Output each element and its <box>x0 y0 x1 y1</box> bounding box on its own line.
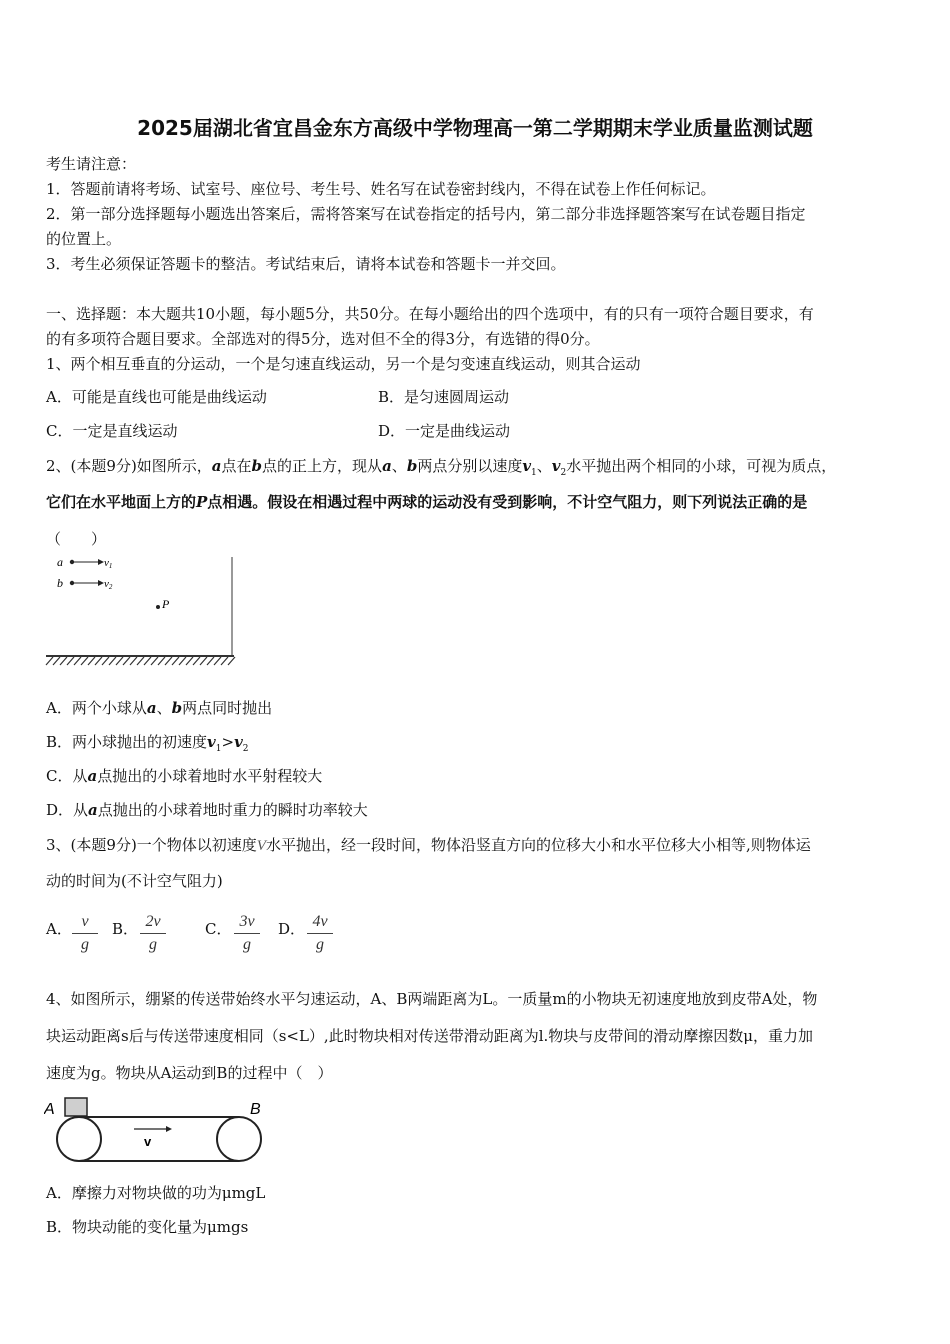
label-b: b <box>57 576 63 590</box>
q4-stem-line1: 4、如图所示，绷紧的传送带始终水平匀速运动，A、B两端距离为L。一质量m的小物块无初速度地放到皮带A处，物 <box>46 990 818 1008</box>
q3-option-d-fraction: 4v g <box>305 913 335 954</box>
q1-option-c: C．一定是直线运动 <box>46 422 178 440</box>
q2-projectile-figure <box>44 555 239 675</box>
label-p: P <box>162 597 170 611</box>
right-roller <box>217 1117 261 1161</box>
block-m <box>65 1098 87 1116</box>
q3-option-b-label: B． <box>112 920 139 938</box>
q1-option-d: D．一定是曲线运动 <box>378 422 511 440</box>
q3-option-c-label: C． <box>205 920 232 938</box>
left-roller <box>57 1117 101 1161</box>
q2-stem-line2: 它们在水平地面上方的P点相遇。假设在相遇过程中两球的运动没有受到影响，不计空气阻力，则下列说法正确的是 <box>46 493 808 511</box>
q4-stem-line3: 速度为g。物块从A运动到B的过程中（ ） <box>46 1064 333 1082</box>
q2-option-a: A．两个小球从a、b两点同时抛出 <box>46 699 273 717</box>
point-a <box>70 560 74 564</box>
q3-stem-line1: 3、(本题9分)一个物体以初速度V水平抛出，经一段时间，物体沿竖直方向的位移大小和水平位移大小相等,则物体运 <box>46 836 811 854</box>
label-v: v <box>144 1134 152 1149</box>
q1-stem: 1、两个相互垂直的分运动，一个是匀速直线运动，另一个是匀变速直线运动，则其合运动 <box>46 355 641 373</box>
label-v2: v2 <box>104 578 113 591</box>
q4-option-b: B．物块动能的变化量为μmgs <box>46 1218 249 1236</box>
q4-stem-line2: 块运动距离s后与传送带速度相同（s<L）,此时物块相对传送带滑动距离为l.物块与皮带间的滑动摩擦因数μ，重力加 <box>46 1027 814 1045</box>
q3-stem-line2: 动的时间为(不计空气阻力) <box>46 872 223 890</box>
notice-item-1: 1．答题前请将考场、试室号、座位号、考生号、姓名写在试卷密封线内，不得在试卷上作任何标记。 <box>46 180 716 198</box>
label-a: a <box>57 555 63 569</box>
q2-option-b: B．两小球抛出的初速度$v_1>v_2$ <box>46 733 249 754</box>
q2-option-c: C．从a点抛出的小球着地时水平射程较大 <box>46 767 323 785</box>
velocity-arrow-head <box>166 1126 172 1132</box>
label-A: A <box>44 1101 55 1118</box>
page-title: 2025届湖北省宜昌金东方高级中学物理高一第二学期期末学业质量监测试题 <box>137 116 813 140</box>
label-B: B <box>250 1101 261 1118</box>
q3-option-a-label: A． <box>46 920 72 938</box>
q2-option-d: D．从a点抛出的小球着地时重力的瞬时功率较大 <box>46 801 368 819</box>
q3-option-d-label: D． <box>278 920 306 938</box>
notice-item-3: 3．考生必须保证答题卡的整洁。考试结束后，请将本试卷和答题卡一并交回。 <box>46 255 566 273</box>
section-intro-1: 一、选择题：本大题共10小题，每小题5分，共50分。在每小题给出的四个选项中，有的只有一项符合题目要求，有 <box>46 305 814 323</box>
notice-item-2-cont: 的位置上。 <box>46 230 122 248</box>
q2-stem-line1: 2、(本题9分)如图所示，a点在b点的正上方，现从a、b两点分别以速度$v_1$、$v_2$水平抛出两个相同的小球，可视为质点， <box>46 457 837 478</box>
point-p <box>156 605 160 609</box>
q3-option-c-fraction: 3v g <box>232 913 262 954</box>
point-b <box>70 581 74 585</box>
ground-hatch <box>46 657 235 665</box>
q2-answer-blank: （ ） <box>46 530 107 548</box>
notice-heading: 考生请注意： <box>46 155 137 173</box>
q1-option-a: A．可能是直线也可能是曲线运动 <box>46 388 267 406</box>
q1-option-b: B．是匀速圆周运动 <box>378 388 510 406</box>
notice-item-2: 2．第一部分选择题每小题选出答案后，需将答案写在试卷指定的括号内，第二部分非选择题答案写在试卷题目指定 <box>46 205 806 223</box>
q3-option-b-fraction: 2v g <box>138 913 168 954</box>
q3-option-a-fraction: v g <box>70 913 100 954</box>
section-intro-2: 的有多项符合题目要求。全部选对的得5分，选对但不全的得3分，有选错的得0分。 <box>46 330 600 348</box>
label-v1: v1 <box>104 557 113 570</box>
q4-conveyor-figure <box>44 1094 274 1166</box>
q4-option-a: A．摩擦力对物块做的功为μmgL <box>46 1184 266 1202</box>
